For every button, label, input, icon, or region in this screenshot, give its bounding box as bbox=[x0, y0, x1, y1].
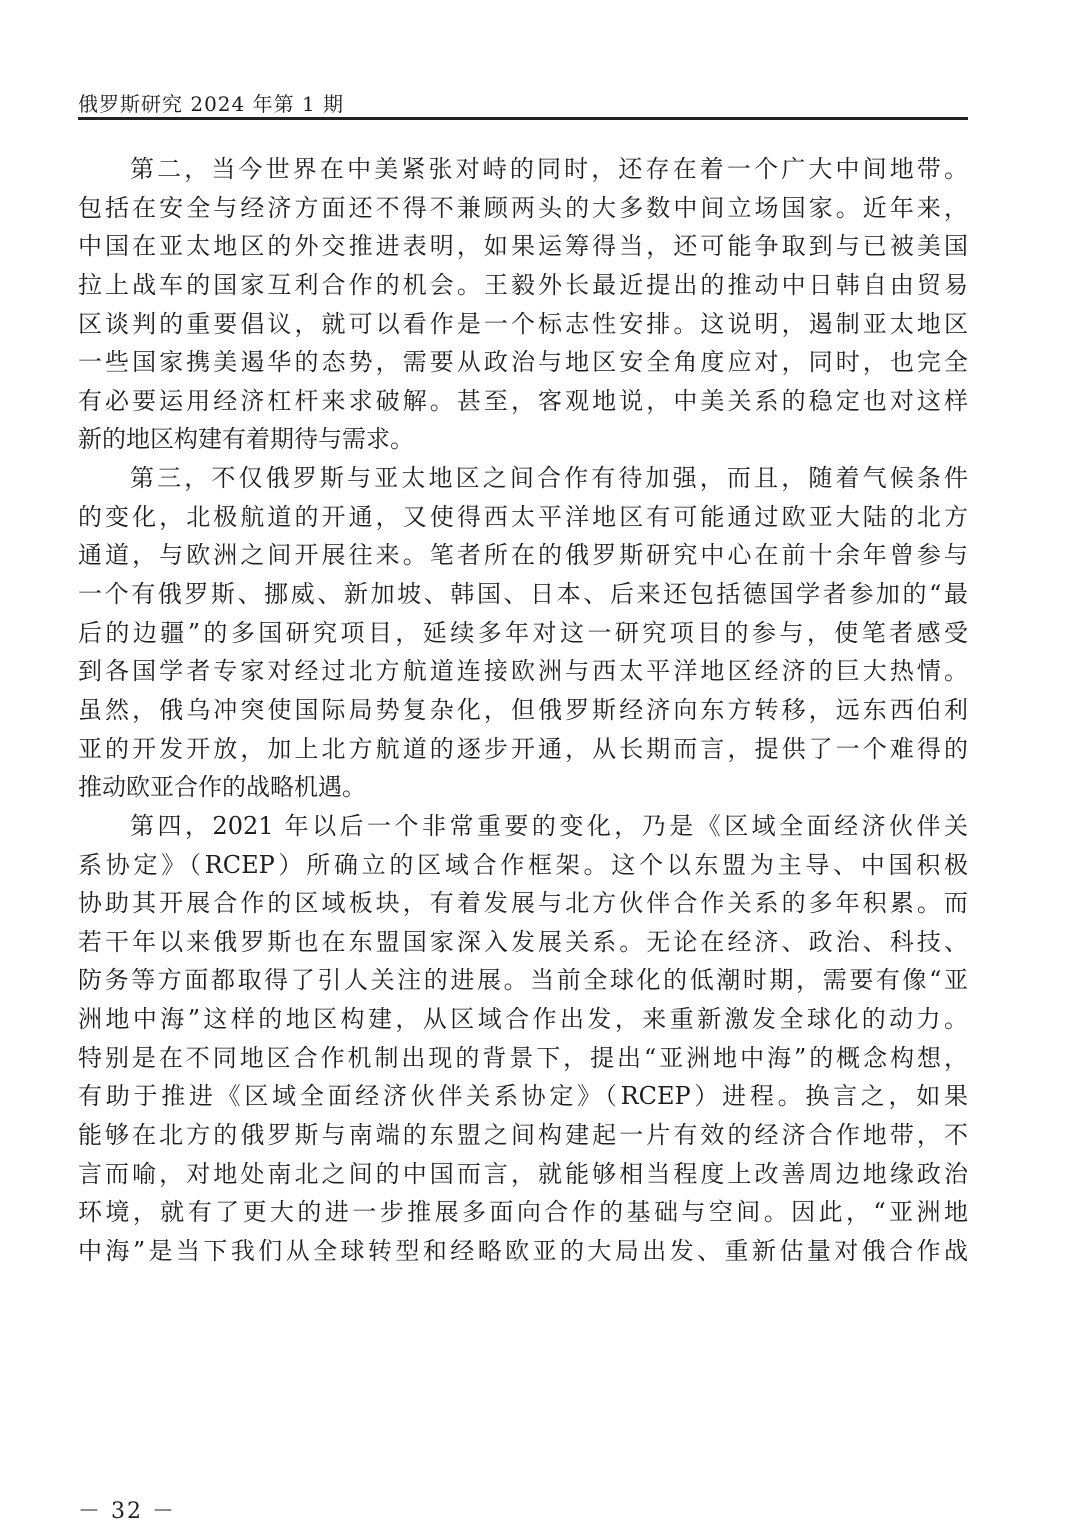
running-header: 俄罗斯研究 2024 年第 1 期 bbox=[78, 92, 345, 116]
text-line: 特别是在不同地区合作机制出现的背景下，提出“亚洲地中海”的概念构想， bbox=[78, 1043, 968, 1072]
text-line: 若干年以来俄罗斯也在东盟国家深入发展关系。无论在经济、政治、科技、 bbox=[78, 927, 968, 956]
text-line: 有助于推进《区域全面经济伙伴关系协定》（RCEP）进程。换言之，如果 bbox=[78, 1082, 968, 1111]
text-line: 中国在亚太地区的外交推进表明，如果运筹得当，还可能争取到与已被美国 bbox=[78, 232, 968, 261]
text-line: 到各国学者专家对经过北方航道连接欧洲与西太平洋地区经济的巨大热情。 bbox=[78, 657, 968, 686]
text-line: 防务等方面都取得了引人关注的进展。当前全球化的低潮时期，需要有像“亚 bbox=[78, 966, 968, 995]
text-line: 通道，与欧洲之间开展往来。笔者所在的俄罗斯研究中心在前十余年曾参与 bbox=[78, 541, 968, 570]
text-line: 亚的开发开放，加上北方航道的逐步开通，从长期而言，提供了一个难得的 bbox=[78, 734, 968, 763]
text-line: 第二，当今世界在中美紧张对峙的同时，还存在着一个广大中间地带。 bbox=[130, 155, 968, 183]
text-line: 推动欧亚合作的战略机遇。 bbox=[78, 773, 366, 802]
text-line: 后的边疆”的多国研究项目，延续多年对这一研究项目的参与，使笔者感受 bbox=[78, 618, 968, 647]
text-line: 的变化，北极航道的开通，又使得西太平洋地区有可能通过欧亚大陆的北方 bbox=[78, 502, 968, 531]
body-text bbox=[78, 150, 968, 1271]
text-line: 区谈判的重要倡议，就可以看作是一个标志性安排。这说明，遏制亚太地区 bbox=[78, 309, 968, 338]
text-line: 环境，就有了更大的进一步推展多面向合作的基础与空间。因此，“亚洲地 bbox=[78, 1198, 968, 1227]
text-line: 一些国家携美遏华的态势，需要从政治与地区安全角度应对，同时，也完全 bbox=[78, 348, 968, 377]
text-line: 新的地区构建有着期待与需求。 bbox=[78, 425, 414, 454]
text-line: 包括在安全与经济方面还不得不兼顾两头的大多数中间立场国家。近年来， bbox=[78, 193, 968, 222]
header-rule bbox=[78, 117, 968, 120]
text-line: 能够在北方的俄罗斯与南端的东盟之间构建起一片有效的经济合作地带，不 bbox=[78, 1121, 968, 1150]
text-line: 洲地中海”这样的地区构建，从区域合作出发，来重新激发全球化的动力。 bbox=[78, 1005, 968, 1034]
text-line: 中海”是当下我们从全球转型和经略欧亚的大局出发、重新估量对俄合作战 bbox=[78, 1236, 968, 1265]
text-line: 言而喻，对地处南北之间的中国而言，就能够相当程度上改善周边地缘政治 bbox=[78, 1159, 968, 1188]
text-line: 第四，2021 年以后一个非常重要的变化，乃是《区域全面经济伙伴关 bbox=[130, 811, 968, 840]
text-line: 第三，不仅俄罗斯与亚太地区之间合作有待加强，而且，随着气候条件 bbox=[130, 464, 968, 493]
text-line: 系协定》（RCEP）所确立的区域合作框架。这个以东盟为主导、中国积极 bbox=[78, 850, 968, 879]
text-line: 有必要运用经济杠杆来求破解。甚至，客观地说，中美关系的稳定也对这样 bbox=[78, 386, 968, 415]
text-line: 一个有俄罗斯、挪威、新加坡、韩国、日本、后来还包括德国学者参加的“最 bbox=[78, 580, 968, 609]
text-line: 虽然，俄乌冲突使国际局势复杂化，但俄罗斯经济向东方转移，远东西伯利 bbox=[78, 695, 968, 724]
text-line: 拉上战车的国家互利合作的机会。王毅外长最近提出的推动中日韩自由贸易 bbox=[78, 270, 968, 299]
page-number: － 32 － bbox=[78, 1499, 176, 1524]
text-line: 协助其开展合作的区域板块，有着发展与北方伙伴合作关系的多年积累。而 bbox=[78, 889, 968, 918]
